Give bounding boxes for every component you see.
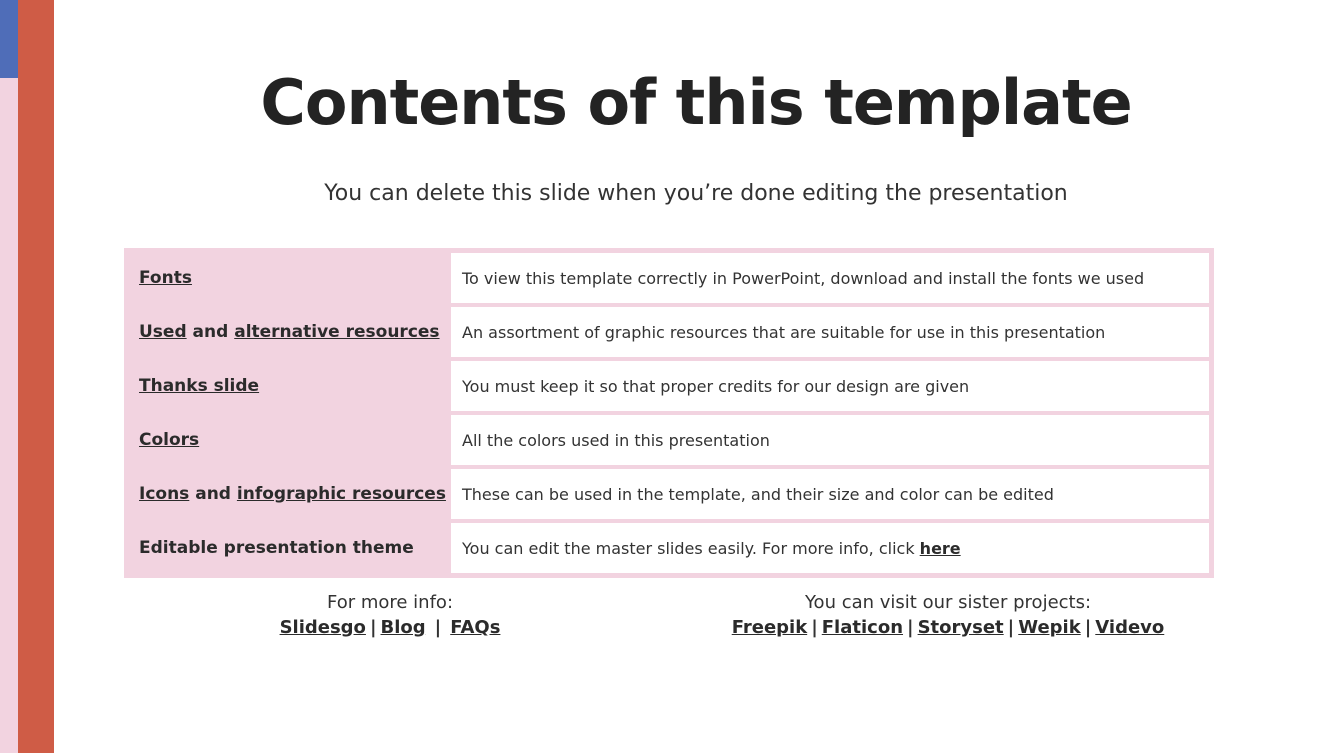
wepik-link[interactable]: Wepik [1018,617,1081,638]
colors-link[interactable]: Colors [139,430,200,450]
icons-link[interactable]: Icons [139,484,190,504]
row-label [127,305,451,359]
table-row [127,359,1211,413]
decorative-strip-blue [0,0,18,78]
footer-more-info-links [200,615,580,640]
decorative-strip-pink [0,0,18,753]
footer-more-info [200,590,580,640]
link-separator: | [1084,617,1092,638]
row-description-text: You can edit the master slides easily. For more info, click [462,538,920,558]
link-separator: | [811,617,818,638]
link-separator: | [907,617,914,638]
link-separator: | [369,617,377,638]
thanks-slide-link[interactable]: Thanks slide [139,376,260,396]
footer-more-info-heading: For more info: [326,592,454,613]
table-row [127,413,1211,467]
row-description: You must keep it so that proper credits for our design are given [451,359,1211,413]
row-label [127,251,451,305]
link-separator: | [1007,617,1015,638]
contents-table [124,248,1214,578]
table-row [127,521,1211,575]
row-description: These can be used in the template, and their size and color can be edited [451,467,1211,521]
row-description: An assortment of graphic resources that are suitable for use in this presentation [451,305,1211,359]
faqs-link[interactable]: FAQs [450,617,501,638]
slidesgo-link[interactable]: Slidesgo [279,617,366,638]
editable-theme-label: Editable presentation theme [139,538,414,558]
here-link[interactable]: here [919,538,961,558]
row-description [451,521,1211,575]
label-connector: and [186,322,235,342]
footer-sister-projects [700,590,1196,640]
storyset-link[interactable]: Storyset [917,617,1004,638]
videvo-link[interactable]: Videvo [1095,617,1165,638]
row-description: All the colors used in this presentation [451,413,1211,467]
blog-link[interactable]: Blog [380,617,426,638]
label-connector: and [189,484,237,504]
row-label [127,521,451,575]
freepik-link[interactable]: Freepik [731,617,808,638]
used-resources-link[interactable]: Used [139,322,187,342]
infographic-resources-link[interactable]: infographic resources [236,484,446,504]
slide-subtitle: You can delete this slide when you’re done editing the presentation [324,181,1068,206]
flaticon-link[interactable]: Flaticon [821,617,904,638]
row-description: To view this template correctly in PowerPoint, download and install the fonts we used [451,251,1211,305]
slide-title: Contents of this template [260,66,1132,139]
decorative-strip-orange [18,0,54,753]
table-row [127,251,1211,305]
footer-sister-projects-heading: You can visit our sister projects: [804,592,1092,613]
table-row [127,305,1211,359]
row-label [127,359,451,413]
row-label [127,413,451,467]
table-row [127,467,1211,521]
row-label [127,467,451,521]
link-separator: | [434,617,442,638]
alternative-resources-link[interactable]: alternative resources [234,322,440,342]
footer-sister-projects-links [700,615,1196,640]
fonts-link[interactable]: Fonts [139,268,192,288]
